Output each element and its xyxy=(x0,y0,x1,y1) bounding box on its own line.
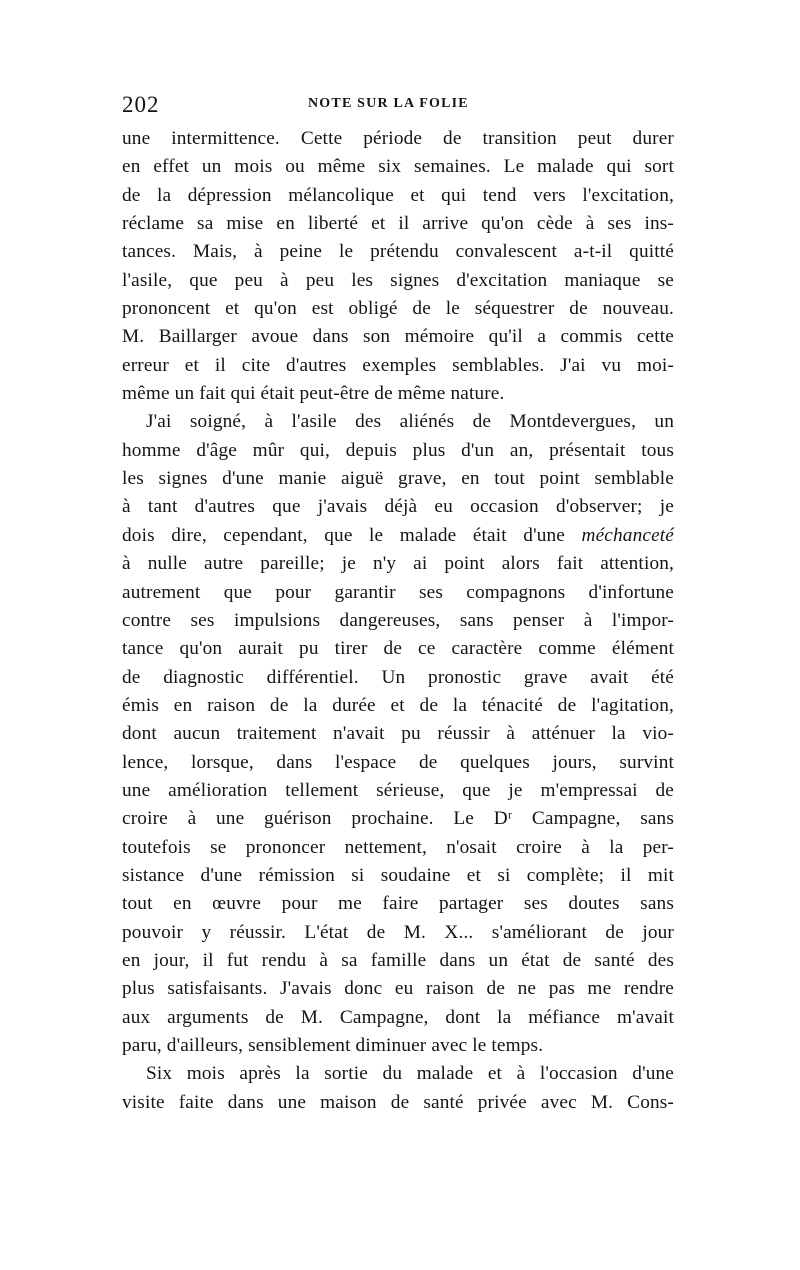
text-line: l'asile, que peu à peu les signes d'excitation maniaque se xyxy=(122,269,674,291)
text-line: paru, d'ailleurs, sensiblement diminuer avec le temps. xyxy=(122,1035,544,1056)
text-line: plus satisfaisants. J'avais donc eu raison de ne pas me rendre xyxy=(122,978,674,1000)
text-line: visite faite dans une maison de santé privée avec M. Cons- xyxy=(122,1091,674,1113)
text-line: en jour, il fut rendu à sa famille dans un état de santé des xyxy=(122,949,674,971)
text-line: croire à une guérison prochaine. Le Dʳ Campagne, sans xyxy=(122,808,674,830)
text-line: même un fait qui était peut-être de même nature. xyxy=(122,383,505,405)
text-line: M. Baillarger avoue dans son mémoire qu'il a commis cette xyxy=(122,326,674,348)
text-line: une intermittence. Cette période de transition peut durer xyxy=(122,128,674,149)
text-line: erreur et il cite d'autres exemples semblables. J'ai vu moi- xyxy=(122,354,674,376)
text-line: homme d'âge mûr qui, depuis plus d'un an, présentait tous xyxy=(122,439,674,461)
text-line: Six mois après la sortie du malade et à l'occasion d'une xyxy=(146,1063,674,1085)
text-line: à tant d'autres que j'avais déjà eu occasion d'observer; je xyxy=(122,496,674,518)
text-line: une amélioration tellement sérieuse, que je m'empressai de xyxy=(122,779,674,801)
text-line: de diagnostic différentiel. Un pronostic grave avait été xyxy=(122,666,674,688)
text-line: sistance d'une rémission si soudaine et si complète; il mit xyxy=(122,864,674,886)
text-line: tout en œuvre pour me faire partager ses doutes sans xyxy=(122,893,674,915)
italic-word: méchanceté xyxy=(581,524,674,546)
page-number: 202 xyxy=(122,92,160,117)
text-line-with-italic xyxy=(122,522,674,550)
text-line: pouvoir y réussir. L'état de M. X... s'améliorant de jour xyxy=(122,921,674,943)
running-head: NOTE SUR LA FOLIE xyxy=(308,96,469,111)
text-line: réclame sa mise en liberté et il arrive qu'on cède à ses ins- xyxy=(122,213,674,235)
text-line: autrement que pour garantir ses compagnons d'infortune xyxy=(122,581,674,603)
text-fragment: dois dire, cependant, que le malade était d'une xyxy=(122,524,582,546)
text-line: lence, lorsque, dans l'espace de quelques jours, survint xyxy=(122,751,674,773)
text-line: contre ses impulsions dangereuses, sans penser à l'impor- xyxy=(122,609,674,631)
text-line: aux arguments de M. Campagne, dont la méfiance m'avait xyxy=(122,1006,674,1028)
text-line: toutefois se prononcer nettement, n'osait croire à la per- xyxy=(122,836,674,858)
text-line: de la dépression mélancolique et qui tend vers l'excitation, xyxy=(122,184,674,206)
text-line: à nulle autre pareille; je n'y ai point alors fait attention, xyxy=(122,553,674,575)
text-line: tances. Mais, à peine le prétendu convalescent a-t-il quitté xyxy=(122,241,674,263)
text-line: dont aucun traitement n'avait pu réussir à atténuer la vio- xyxy=(122,723,674,745)
text-line: émis en raison de la durée et de la ténacité de l'agitation, xyxy=(122,694,674,716)
text-line: J'ai soigné, à l'asile des aliénés de Montdevergues, un xyxy=(146,411,674,433)
body-text xyxy=(122,125,674,1117)
text-line: tance qu'on aurait pu tirer de ce caractère comme élément xyxy=(122,638,674,660)
page-header xyxy=(122,92,670,120)
text-line: les signes d'une manie aiguë grave, en tout point semblable xyxy=(122,468,674,490)
text-line: en effet un mois ou même six semaines. Le malade qui sort xyxy=(122,156,674,178)
text-line: prononcent et qu'on est obligé de le séquestrer de nouveau. xyxy=(122,298,674,320)
